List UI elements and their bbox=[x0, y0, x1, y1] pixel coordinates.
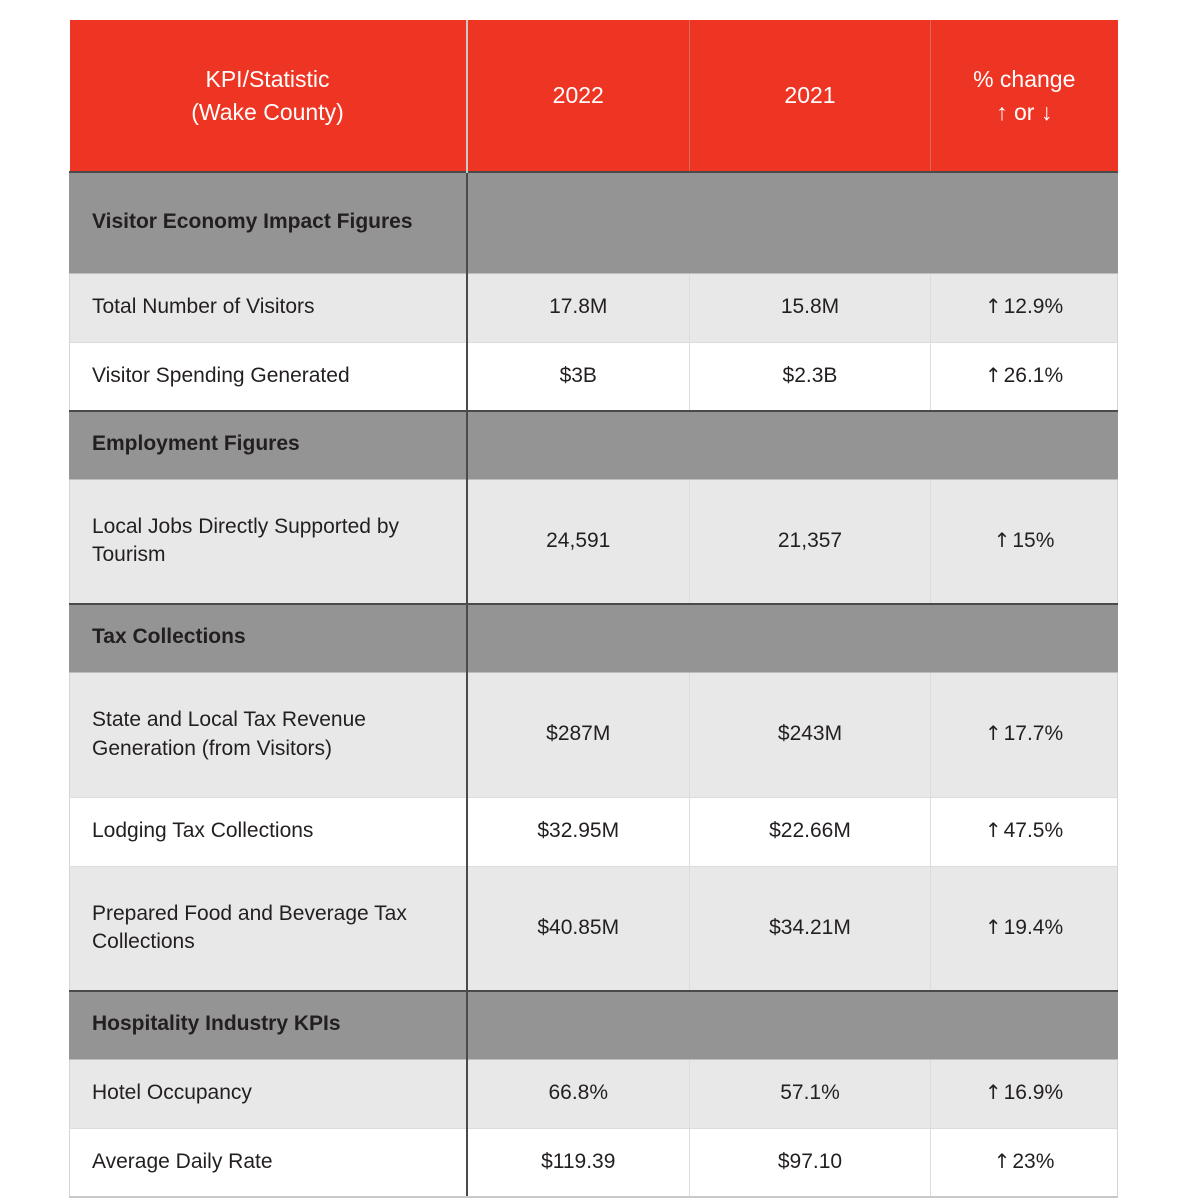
cell-value-2021: $34.21M bbox=[690, 866, 931, 991]
column-header-2022-label: 2022 bbox=[552, 82, 604, 109]
section-header-label: Tax Collections bbox=[70, 604, 467, 672]
percent-change-value: 47.5% bbox=[1003, 819, 1064, 843]
section-header-label: Visitor Economy Impact Figures bbox=[70, 172, 467, 273]
arrow-up-icon: ↑ bbox=[984, 915, 1002, 940]
section-header-label: Hospitality Industry KPIs bbox=[70, 991, 467, 1059]
column-header-2021 bbox=[690, 20, 931, 172]
cell-percent-change bbox=[931, 866, 1118, 991]
table-row bbox=[70, 866, 1118, 991]
arrow-up-icon: ↑ bbox=[984, 1080, 1002, 1105]
section-header-filler bbox=[467, 604, 1118, 672]
table-header bbox=[70, 20, 1118, 172]
cell-value-2021: $97.10 bbox=[690, 1128, 931, 1197]
column-header-percent-change-line2: ↑ or ↓ bbox=[996, 98, 1053, 125]
arrow-up-icon: ↑ bbox=[993, 1149, 1011, 1174]
section-header-filler bbox=[467, 172, 1118, 273]
column-header-2021-label: 2021 bbox=[784, 82, 836, 109]
cell-percent-change bbox=[931, 797, 1118, 866]
row-label: State and Local Tax Revenue Generation (from Visitors) bbox=[70, 672, 467, 797]
cell-value-2022: 17.8M bbox=[467, 273, 690, 342]
percent-change-value: 12.9% bbox=[1003, 295, 1064, 319]
percent-change-value: 19.4% bbox=[1003, 916, 1064, 940]
cell-value-2021: $243M bbox=[690, 672, 931, 797]
arrow-up-icon: ↑ bbox=[984, 294, 1002, 319]
cell-value-2022: $40.85M bbox=[467, 866, 690, 991]
cell-percent-change bbox=[931, 1059, 1118, 1128]
cell-value-2021: 21,357 bbox=[690, 479, 931, 604]
percent-change-value: 26.1% bbox=[1003, 364, 1064, 388]
section-header-filler bbox=[467, 411, 1118, 479]
column-header-kpi bbox=[70, 20, 467, 172]
cell-value-2022: $287M bbox=[467, 672, 690, 797]
cell-percent-change bbox=[931, 342, 1118, 411]
column-header-2022 bbox=[467, 20, 690, 172]
section-header-filler bbox=[467, 991, 1118, 1059]
cell-percent-change bbox=[931, 1128, 1118, 1197]
row-label: Average Daily Rate bbox=[70, 1128, 467, 1197]
table-row bbox=[70, 479, 1118, 604]
cell-value-2021: 57.1% bbox=[690, 1059, 931, 1128]
percent-change-value: 17.7% bbox=[1003, 722, 1064, 746]
table-row bbox=[70, 797, 1118, 866]
cell-percent-change bbox=[931, 273, 1118, 342]
arrow-up-icon: ↑ bbox=[984, 363, 1002, 388]
arrow-up-icon: ↑ bbox=[984, 721, 1002, 746]
section-header-row bbox=[70, 172, 1118, 273]
section-header-row bbox=[70, 411, 1118, 479]
arrow-up-icon: ↑ bbox=[993, 528, 1011, 553]
cell-value-2022: $3B bbox=[467, 342, 690, 411]
column-header-percent-change bbox=[931, 20, 1118, 172]
table-row bbox=[70, 1059, 1118, 1128]
cell-value-2022: 66.8% bbox=[467, 1059, 690, 1128]
section-header-row bbox=[70, 604, 1118, 672]
cell-value-2021: $2.3B bbox=[690, 342, 931, 411]
table-row bbox=[70, 273, 1118, 342]
cell-percent-change bbox=[931, 479, 1118, 604]
row-label: Hotel Occupancy bbox=[70, 1059, 467, 1128]
kpi-table-container bbox=[69, 20, 1117, 1198]
cell-value-2021: 15.8M bbox=[690, 273, 931, 342]
column-header-kpi-line2: (Wake County) bbox=[191, 98, 344, 125]
cell-percent-change bbox=[931, 672, 1118, 797]
row-label: Lodging Tax Collections bbox=[70, 797, 467, 866]
column-header-kpi-line1: KPI/Statistic bbox=[205, 65, 330, 92]
cell-value-2022: $119.39 bbox=[467, 1128, 690, 1197]
header-row bbox=[70, 20, 1118, 172]
cell-value-2022: $32.95M bbox=[467, 797, 690, 866]
arrow-up-icon: ↑ bbox=[984, 818, 1002, 843]
column-header-percent-change-line1: % change bbox=[973, 65, 1076, 92]
section-header-label: Employment Figures bbox=[70, 411, 467, 479]
percent-change-value: 23% bbox=[1012, 1150, 1055, 1174]
row-label: Visitor Spending Generated bbox=[70, 342, 467, 411]
row-label: Total Number of Visitors bbox=[70, 273, 467, 342]
row-label: Local Jobs Directly Supported by Tourism bbox=[70, 479, 467, 604]
kpi-statistics-table bbox=[69, 20, 1118, 1198]
cell-value-2021: $22.66M bbox=[690, 797, 931, 866]
percent-change-value: 16.9% bbox=[1003, 1081, 1064, 1105]
table-row bbox=[70, 672, 1118, 797]
row-label: Prepared Food and Beverage Tax Collections bbox=[70, 866, 467, 991]
table-row bbox=[70, 1128, 1118, 1197]
table-body bbox=[70, 172, 1118, 1197]
cell-value-2022: 24,591 bbox=[467, 479, 690, 604]
section-header-row bbox=[70, 991, 1118, 1059]
table-row bbox=[70, 342, 1118, 411]
percent-change-value: 15% bbox=[1012, 529, 1055, 553]
